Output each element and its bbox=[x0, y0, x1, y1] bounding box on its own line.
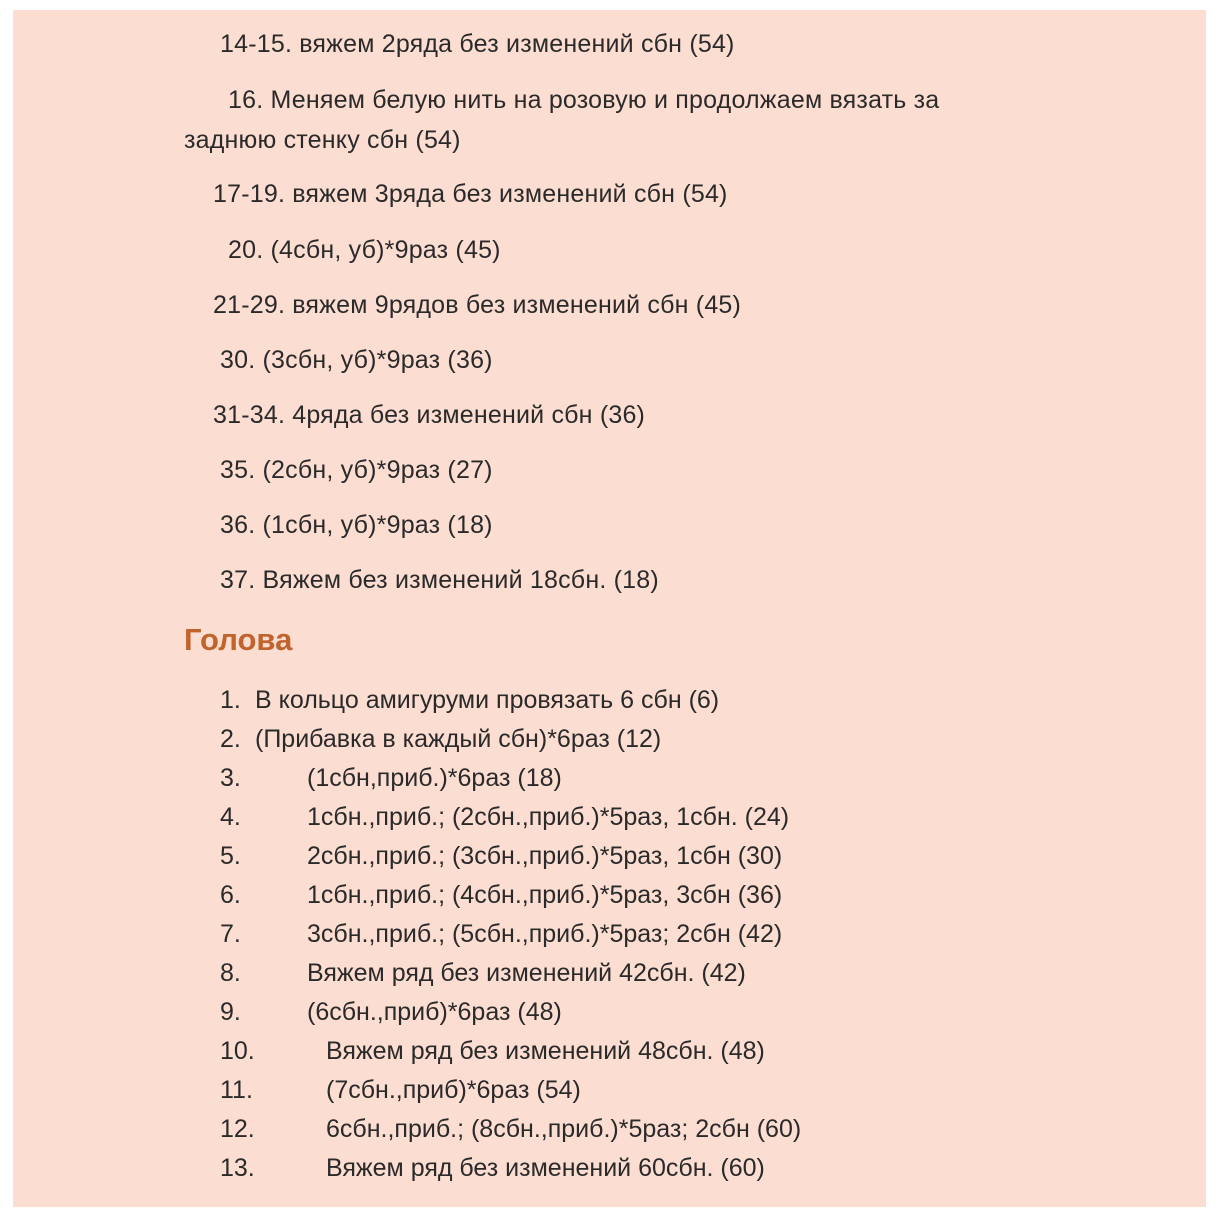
row-36: 36. (1сбн, уб)*9раз (18) bbox=[220, 511, 493, 539]
row-37: 37. Вяжем без изменений 18сбн. (18) bbox=[220, 566, 659, 594]
row-35: 35. (2сбн, уб)*9раз (27) bbox=[220, 456, 493, 484]
row-text: 1сбн.,приб.; (2сбн.,приб.)*5раз, 1сбн. (24) bbox=[307, 803, 790, 831]
row-text: 3сбн.,приб.; (5сбн.,приб.)*5раз; 2сбн (42) bbox=[307, 920, 783, 948]
row-number: 8. bbox=[220, 959, 241, 987]
row-text: (Прибавка в каждый сбн)*6раз (12) bbox=[255, 725, 662, 753]
row-text: 2сбн.,приб.; (3сбн.,приб.)*5раз, 1сбн (30) bbox=[307, 842, 783, 870]
row-number: 5. bbox=[220, 842, 241, 870]
row-text: В кольцо амигуруми провязать 6 сбн (6) bbox=[255, 686, 720, 714]
row-text: (7сбн.,приб)*6раз (54) bbox=[326, 1076, 581, 1104]
row-text: (1сбн,приб.)*6раз (18) bbox=[307, 764, 562, 792]
row-number: 12. bbox=[220, 1115, 255, 1143]
row-text: 1сбн.,приб.; (4сбн.,приб.)*5раз, 3сбн (36) bbox=[307, 881, 783, 909]
row-16: 16. Меняем белую нить на розовую и продолжаем вязать за bbox=[228, 86, 940, 114]
row-number: 10. bbox=[220, 1037, 255, 1065]
row-30: 30. (3сбн, уб)*9раз (36) bbox=[220, 346, 493, 374]
row-14-15: 14-15. вяжем 2ряда без изменений сбн (54) bbox=[220, 30, 735, 58]
row-number: 4. bbox=[220, 803, 241, 831]
row-number: 1. bbox=[220, 686, 241, 714]
row-17-19: 17-19. вяжем 3ряда без изменений сбн (54) bbox=[213, 180, 728, 208]
pattern-page bbox=[13, 10, 1206, 1207]
row-text: Вяжем ряд без изменений 48сбн. (48) bbox=[326, 1037, 765, 1065]
row-text: Вяжем ряд без изменений 60сбн. (60) bbox=[326, 1154, 765, 1182]
row-number: 9. bbox=[220, 998, 241, 1026]
row-21-29: 21-29. вяжем 9рядов без изменений сбн (45) bbox=[213, 291, 742, 319]
row-text: 6сбн.,приб.; (8сбн.,приб.)*5раз; 2сбн (60) bbox=[326, 1115, 802, 1143]
row-number: 2. bbox=[220, 725, 241, 753]
row-text: (6сбн.,приб)*6раз (48) bbox=[307, 998, 562, 1026]
section-title-head: Голова bbox=[184, 622, 293, 657]
row-number: 3. bbox=[220, 764, 241, 792]
row-text: Вяжем ряд без изменений 42сбн. (42) bbox=[307, 959, 746, 987]
row-31-34: 31-34. 4ряда без изменений сбн (36) bbox=[213, 401, 646, 429]
row-number: 11. bbox=[220, 1076, 253, 1104]
row-number: 7. bbox=[220, 920, 241, 948]
row-number: 6. bbox=[220, 881, 241, 909]
row-16-continuation: заднюю стенку сбн (54) bbox=[184, 126, 461, 154]
row-20: 20. (4сбн, уб)*9раз (45) bbox=[228, 236, 501, 264]
row-number: 13. bbox=[220, 1154, 255, 1182]
